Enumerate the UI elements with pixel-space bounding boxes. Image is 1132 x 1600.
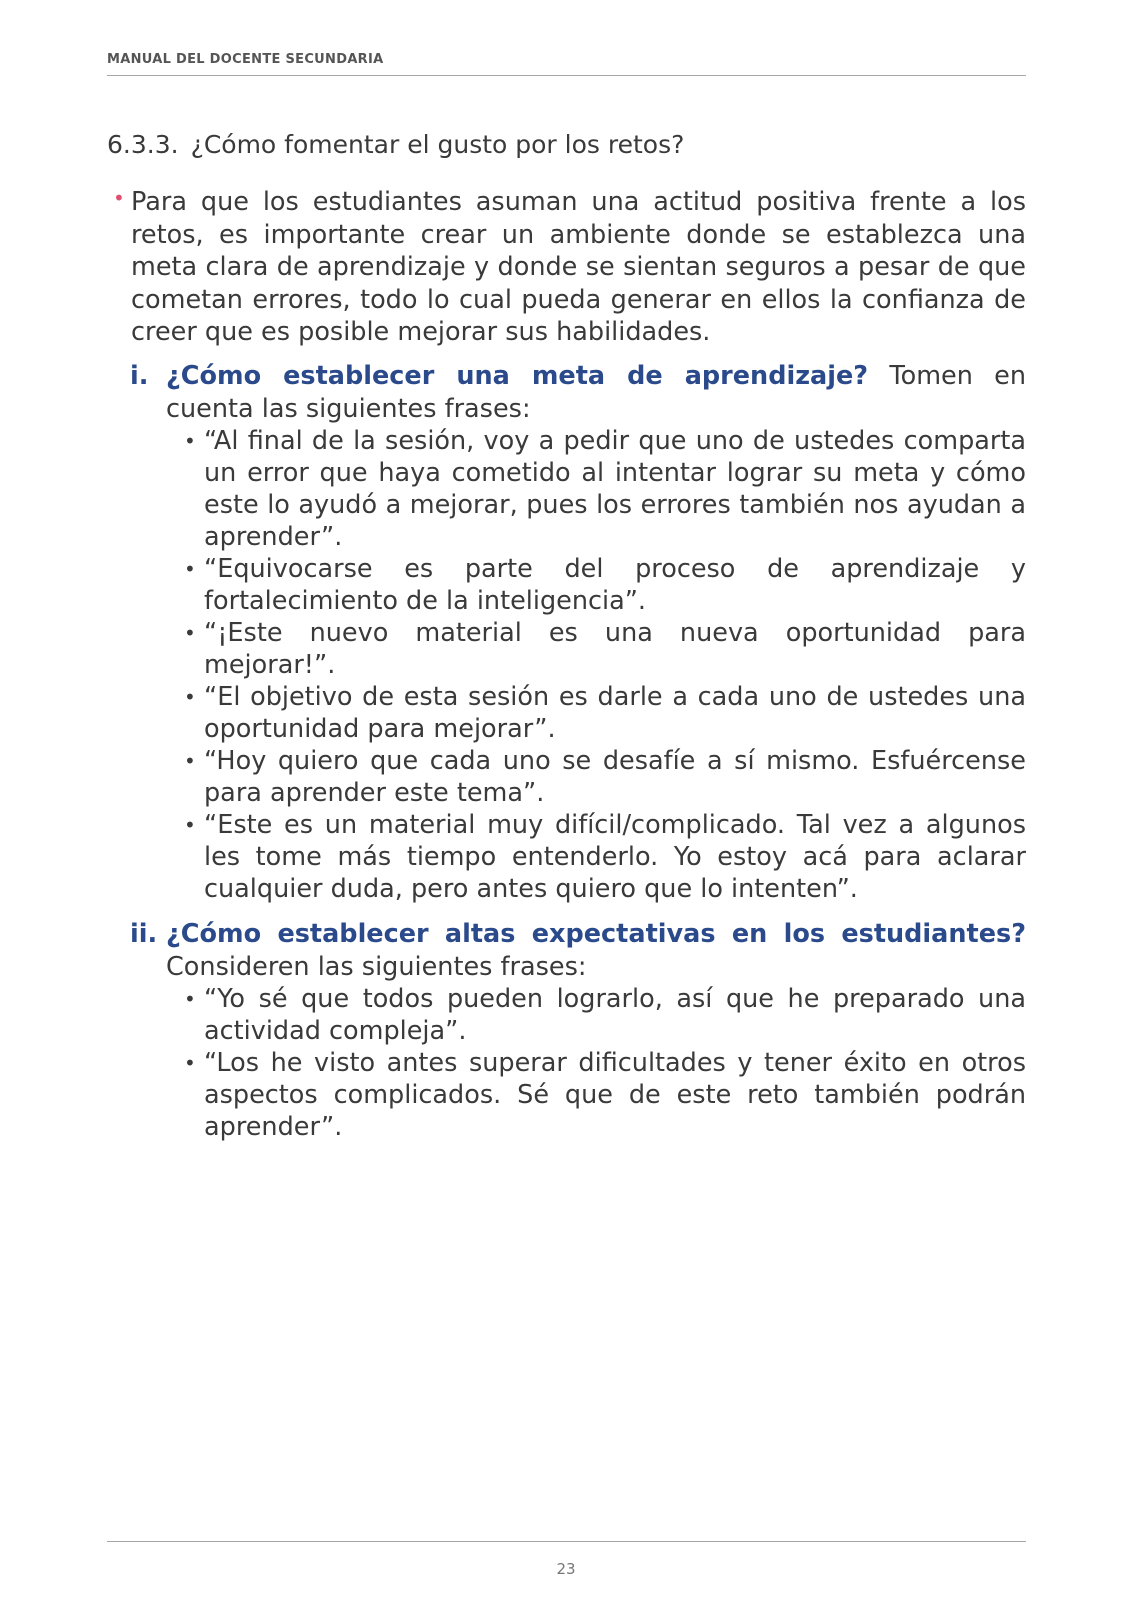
- list-item: [184, 681, 1026, 745]
- subsection-numeral: ii.: [130, 919, 158, 949]
- subsection-lead: Consideren las siguientes frases:: [166, 951, 587, 982]
- bullet-icon: •: [184, 1051, 196, 1075]
- pink-bullet-icon: •: [113, 186, 125, 210]
- list-item: [184, 983, 1026, 1047]
- page-number: 23: [556, 1560, 576, 1578]
- list-item: [184, 553, 1026, 617]
- subsection-question-line: [166, 360, 1026, 425]
- bullet-icon: •: [184, 557, 196, 581]
- quote-text: “Los he visto antes superar dificultades y tener éxito en otros aspectos complicados. Sé que de este reto también podrán aprender”.: [204, 1048, 1026, 1142]
- section-number: 6.3.3.: [107, 130, 179, 159]
- bullet-icon: •: [184, 987, 196, 1011]
- bullet-icon: •: [184, 621, 196, 645]
- list-item: [184, 745, 1026, 809]
- quote-list: [184, 983, 1026, 1143]
- list-item: [184, 809, 1026, 905]
- list-item: [184, 1047, 1026, 1143]
- quote-text: “El objetivo de esta sesión es darle a cada uno de ustedes una oportunidad para mejorar”.: [204, 682, 1026, 744]
- bullet-icon: •: [184, 813, 196, 837]
- footer-divider: [107, 1541, 1026, 1542]
- quote-text: “Al final de la sesión, voy a pedir que uno de ustedes comparta un error que haya cometido al intentar lograr su meta y cómo este lo ayudó a mejorar, pues los errores también nos ayudan a aprender”.: [204, 426, 1026, 552]
- quote-text: “Equivocarse es parte del proceso de aprendizaje y fortalecimiento de la inteligencia”.: [204, 554, 1026, 616]
- subsection-question: ¿Cómo establecer una meta de aprendizaje?: [166, 361, 869, 391]
- subsection-ii: [130, 918, 1026, 1143]
- quote-text: “Este es un material muy difícil/complicado. Tal vez a algunos les tome más tiempo entenderlo. Yo estoy acá para aclarar cualquier duda, pero antes quiero que lo intenten”.: [204, 810, 1026, 904]
- intro-paragraph-block: [107, 186, 1026, 349]
- subsection-lead: Tomen en cuenta las siguientes frases:: [166, 361, 1026, 424]
- running-header: MANUAL DEL DOCENTE SECUNDARIA: [107, 52, 384, 67]
- subsection-numeral: i.: [130, 361, 149, 391]
- quote-text: “Hoy quiero que cada uno se desafíe a sí mismo. Esfuércense para aprender este tema”.: [204, 746, 1026, 808]
- header-divider: [107, 75, 1026, 76]
- bullet-icon: •: [184, 749, 196, 773]
- quote-text: “Yo sé que todos pueden lograrlo, así que he preparado una actividad compleja”.: [204, 984, 1026, 1046]
- intro-paragraph: Para que los estudiantes asuman una actitud positiva frente a los retos, es importante crear un ambiente donde se establezca una meta clara de aprendizaje y donde se sientan seguros a pesar de que cometan errores, todo lo cual pueda generar en ellos la confianza de creer que es posible mejorar sus habilidades.: [131, 187, 1026, 347]
- subsection-question-line: [166, 918, 1026, 983]
- bullet-icon: •: [184, 429, 196, 453]
- list-item: [184, 425, 1026, 553]
- quote-list: [184, 425, 1026, 905]
- list-item: [184, 617, 1026, 681]
- section-title: ¿Cómo fomentar el gusto por los retos?: [190, 130, 685, 159]
- subsection-i: [130, 360, 1026, 905]
- bullet-icon: •: [184, 685, 196, 709]
- quote-text: “¡Este nuevo material es una nueva oportunidad para mejorar!”.: [204, 618, 1026, 680]
- subsection-question: ¿Cómo establecer altas expectativas en los estudiantes?: [166, 919, 1026, 949]
- section-heading: [107, 130, 684, 159]
